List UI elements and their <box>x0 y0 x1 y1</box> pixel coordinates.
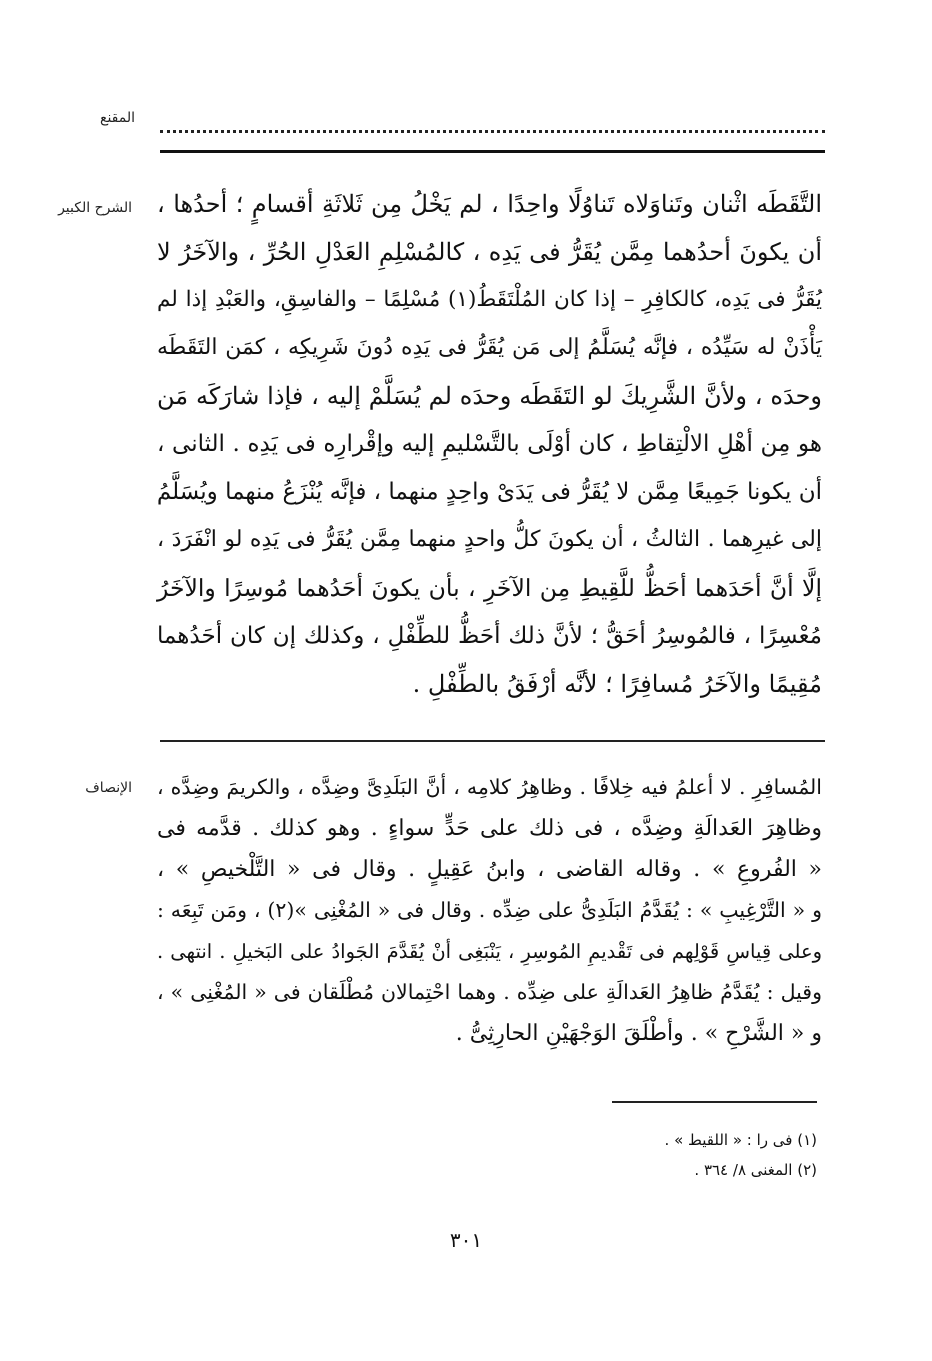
sharh-line: إلَّا أنَّ أحَدَهما أحَظُّ للَّقِيطِ مِن الآخَرِ ، بأن يكونَ أحَدُهما مُوسِرًا والآخَرُ <box>157 574 822 602</box>
header-section-label: المقنع <box>100 110 136 126</box>
header-dotted-rule <box>160 110 825 133</box>
insaf-line: وعلى قِياسِ قَوْلِهم فى تَقْديمِ المُوسِرِ ، يَنْبَغِى أنْ يُقَدَّمَ الجَوادُ على البَخيلِ . انتهى . <box>157 940 822 963</box>
sharh-line: التَّقَطَه اثْنان وتَناوَلاه تَناوُلًا واحِدًا ، لم يَخْلُ مِن ثَلاثَةِ أقسامٍ ؛ أحدُها ، <box>157 190 822 218</box>
sharh-text-block <box>157 180 822 708</box>
header-rule <box>160 150 825 153</box>
sharh-line: يُقَرُّ فى يَدِه، كالكافِرِ – إذا كان المُلْتَقَطُ(١) مُسْلِمًا – والفاسِقِ، والعَبْدِ إذا لم <box>157 287 822 312</box>
insaf-line: و « الشَّرْحِ » . وأطْلَقَ الوَجْهَيْنِ الحارِثِىُّ . <box>455 1021 822 1046</box>
sharh-line: هو مِن أهْلِ الالْتِقاطِ ، كان أوْلَى بالتَّسْليمِ إليه وإقْرارِه فى يَدِه . الثانى ، <box>157 431 822 457</box>
insaf-line: المُسافِرِ . لا أعلمُ فيه خِلافًا . وظاهِرُ كلامِه ، أنَّ البَلَدِىَّ وضِدَّه ، والكريمَ وضِدَّه ، <box>157 775 822 799</box>
insaf-side-label: الإنصاف <box>85 780 132 796</box>
sharh-line: مُعْسِرًا ، فالمُوسِرُ أحَقُّ ؛ لأنَّ ذلك أحَظُّ للطِّفْلِ ، وكذلك إن كان أحَدُهما <box>157 623 822 649</box>
sharh-line: يَأْذَنْ له سَيِّدُه ، فإنَّه يُسَلَّمُ إلى مَن يُقَرُّ فى يَدِه دُونَ شَرِيكِه ، كمَن التَقَطَه <box>157 335 822 360</box>
sharh-line: وحدَه ، ولأنَّ الشَّرِيكَ لو التَقَطَه وحدَه لم يُسَلَّمْ إليه ، فإذا شارَكَه مَن <box>157 382 822 410</box>
footnotes <box>417 1125 817 1185</box>
insaf-text-block <box>157 767 822 1054</box>
sharh-line: مُقِيمًا والآخَرُ مُسافِرًا ؛ لأنَّه أرْفَقُ بالطِّفْلِ . <box>412 670 822 698</box>
sharh-line: إلى غيرِهما . الثالثُ ، أن يكونَ كلُّ واحدٍ منهما مِمَّن يُقَرُّ فى يَدِه لو انْفَرَدَ ، <box>157 527 822 552</box>
insaf-line: وظاهِرَ العَدالَةِ وضِدَّه ، فى ذلك على حَدٍّ سواءٍ . وهو كذلك . قدَّمه فى <box>157 816 822 841</box>
insaf-line: وقيل : يُقَدَّمُ ظاهِرُ العَدالَةِ على ضِدِّه . وهما احْتِمالان مُطْلَقان فى « المُغْنِى » ، <box>157 980 822 1004</box>
sharh-side-label: الشرح الكبير <box>58 200 132 216</box>
footnote-item: (٢) المغنى ٨/ ٣٦٤ . <box>694 1161 817 1179</box>
footnote-item: (١) فى را : « اللقيط » . <box>664 1131 817 1149</box>
insaf-line: و « التَّرْغِيبِ » : يُقَدَّمُ البَلَدِىُّ على ضِدِّه . وقال فى « المُغْنِى »(٢) ، ومَن تَبِعَه : <box>157 898 822 922</box>
sharh-line: أن يكونا جَمِيعًا مِمَّن لا يُقَرُّ فى يَدَىْ واحِدٍ منهما ، فإنَّه يُنْزَعُ منهما ويُسَلَّمُ <box>156 479 822 505</box>
section-divider <box>160 740 825 742</box>
page-number: ٣٠١ <box>449 1228 483 1252</box>
sharh-line: أن يكونَ أحدُهما مِمَّن يُقَرُّ فى يَدِه ، كالمُسْلِمِ العَدْلِ الحُرِّ ، والآخَرُ لا <box>157 238 822 266</box>
footnote-rule <box>612 1101 817 1103</box>
insaf-line: « الفُروعِ » . وقاله القاضى ، وابنُ عَقِيلٍ . وقال فى « التَّلْخيصِ » ، <box>157 857 822 882</box>
